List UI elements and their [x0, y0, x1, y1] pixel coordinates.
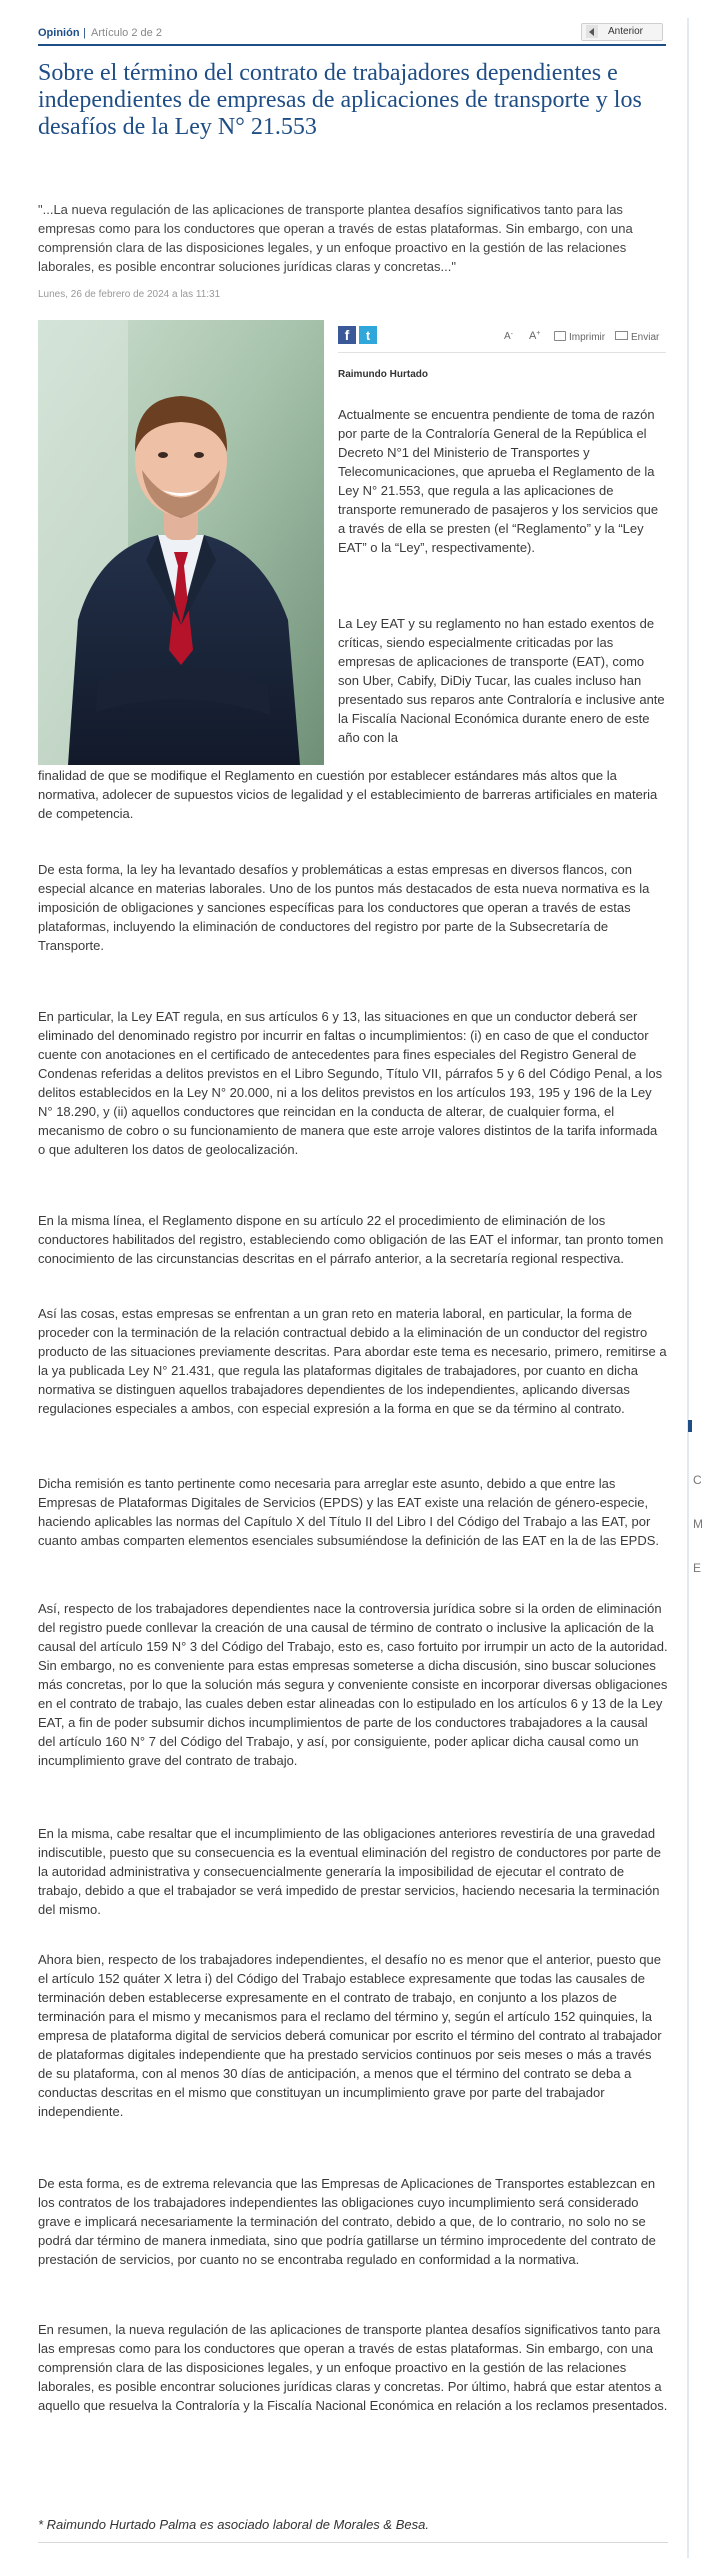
- previous-article-button[interactable]: [581, 23, 663, 41]
- paragraph-9: En la misma, cabe resaltar que el incumplimiento de las obligaciones anteriores revestiría de una gravedad indiscutible, puesto que su consecuencia es la eventual eliminación del registro de conductores por parte de la autoridad administrativa y consecuencialmente generaría la imposibilidad de ejecutar el contrato de trabajo, debido a que el trabajador se verá impedido de prestar servicios, haciendo necesaria la terminación del mismo.: [38, 1826, 661, 1917]
- right-gutter-marker: [688, 1420, 692, 1432]
- paragraph-7: Dicha remisión es tanto pertinente como necesaria para arreglar este asunto, debido a que entre las Empresas de Plataformas Digitales de Servicios (EPDS) y las EAT existe una relación de género-especie, haciendo aplicables las normas del Capítulo X del Título II del Libro I del Código del Trabajo a las EAT, por cuanto ambas comparten elementos esenciales subsumiéndose la definición de las EAT en la de las EPDS.: [38, 1476, 659, 1548]
- topbar-separator: |: [83, 27, 86, 39]
- paragraph-2-continued: finalidad de que se modifique el Reglamento en cuestión por establecer estándares más altos que la normativa, adolecer de supuestos vicios de legalidad y el establecimiento de barreras artificiales en materia de competencia.: [38, 768, 658, 821]
- paragraph-2-wrapped: La Ley EAT y su reglamento no han estado exentos de críticas, siendo especialmente criticadas por las empresas de aplicaciones de transporte (EAT), como son Uber, Cabify, DiDiy Tucar, las cuales incluso han presentado sus reparos ante Contraloría e inclusive ante la Fiscalía Nacional Económica durante enero de este año con la: [338, 616, 665, 745]
- author-footnote: * Raimundo Hurtado Palma es asociado laboral de Morales & Besa.: [38, 2517, 429, 2532]
- paragraph-1: Actualmente se encuentra pendiente de toma de razón por parte de la Contraloría General de la República el Decreto N°1 del Ministerio de Transportes y Telecomunicaciones, que aprueba el Reglamento de la Ley N° 21.553, que regula a las aplicaciones de transporte remunerado de pasajeros y los servicios que a través de ella se presten (el “Reglamento” y la “Ley EAT” o la “Ley”, respectivamente).: [338, 407, 659, 555]
- article-date: Lunes, 26 de febrero de 2024 a las 11:31: [38, 289, 221, 300]
- paragraph-3: De esta forma, la ley ha levantado desafíos y problemáticas a estas empresas en diversos flancos, con especial alcance en materias laborales. Uno de los puntos más destacados de esta nueva normativa es la imposición de obligaciones y sanciones específicas para los conductores que operan a través de estas plataformas, incluyendo la eliminación de conductores del registro por parte de la Subsecretaría de Transporte.: [38, 862, 650, 953]
- print-button[interactable]: [554, 331, 605, 343]
- right-gutter-divider: [687, 18, 689, 2558]
- footer-divider: [38, 2542, 668, 2543]
- paragraph-11: De esta forma, es de extrema relevancia que las Empresas de Aplicaciones de Transportes establezcan en los contratos de los trabajadores independientes las obligaciones cuyo incumplimiento será considerado grave e implicará necesariamente la terminación del contrato, debido a que, de lo contrario, no solo no se podrá dar término de manera inmediata, sino que podría gatillarse un término improcedente del contrato de prestación de servicios, por cuanto no se encontraba regulado en conformidad a la normativa.: [38, 2176, 656, 2267]
- facebook-share-icon[interactable]: f: [338, 326, 356, 344]
- send-button[interactable]: [615, 331, 659, 343]
- increase-font-sign: +: [536, 330, 541, 337]
- paragraph-10: Ahora bien, respecto de los trabajadores independientes, el desafío no es menor que el anterior, puesto que el artículo 152 quáter X letra i) del Código del Trabajo establece expresamente que todas las causales de terminación deben establecerse expresamente en el contrato de trabajo, en conjunto a los plazos de terminación para el mismo y mecanismos para el reclamo del término y, según el artículo 152 quinquies, la empresa de plataforma digital de servicios deberá comunicar por escrito el término del contrato al trabajador de plataformas digitales independiente que ha prestado servicios continuos por seis meses o más a través de su plataforma, con al menos 30 días de anticipación, a menos que el término del contrato se deba a conductas descritas en el mismo que constituyan un incumplimiento grave por parte del trabajador independiente.: [38, 1952, 662, 2119]
- paragraph-8: Así, respecto de los trabajadores dependientes nace la controversia jurídica sobre si la orden de eliminación del registro puede conllevar la creación de una causal de término de contrato o inclusive la aplicación de la causal del artículo 159 N° 3 del Código del Trabajo, esto es, caso fortuito por irrumpir un acto de la autoridad. Sin embargo, no es conveniente para estas empresas someterse a dicha discusión, sino buscar soluciones más concretas, por lo que la solución más segura y conveniente consiste en incorporar diversas obligaciones en el contrato de trabajo, las cuales deben estar alineadas con lo estipulado en los artículos 6 y 13 de la Ley EAT, a fin de poder subsumir dichos incumplimientos de parte de los conductores trabajadores a la causal del artículo 160 N° 7 del Código del Trabajo, y así, por consiguiente, poder aplicar dicha causal como un incumplimiento grave del contrato de trabajo.: [38, 1601, 668, 1768]
- article-title: Sobre el término del contrato de trabajadores dependientes e independientes de empresas de aplicaciones de transporte y los desafíos de la Ley N° 21.553: [38, 60, 642, 140]
- author-name: Raimundo Hurtado: [338, 369, 428, 380]
- paragraph-6: Así las cosas, estas empresas se enfrentan a un gran reto en materia laboral, en particular, la forma de proceder con la terminación de la relación contractual debido a la eliminación de un conductor del registro producto de las situaciones previamente descritas. Para abordar este tema es necesario, primero, remitirse a la ya publicada Ley N° 21.431, que regula las plataformas digitales de trabajadores, por cuanto en dicha normativa se distinguen aquellos trabajadores dependientes de los independientes, aplicando diversas regulaciones especiales a ambos, con especial expresión a la forma en que se da término al contrato.: [38, 1306, 667, 1416]
- increase-font-label: A: [529, 330, 537, 342]
- print-label: Imprimir: [569, 332, 606, 343]
- right-gutter-letters: C M E: [693, 1473, 703, 1575]
- share-toolbar: [338, 322, 666, 353]
- decrease-font-button[interactable]: [504, 331, 513, 342]
- twitter-share-icon[interactable]: t: [359, 326, 377, 344]
- article-topbar: [38, 22, 666, 46]
- mail-icon: [615, 331, 628, 340]
- chevron-left-icon: [586, 25, 598, 38]
- increase-font-button[interactable]: [529, 330, 540, 342]
- article-lead: "...La nueva regulación de las aplicaciones de transporte plantea desafíos significativos tanto para las empresas como para los conductores que operan a través de estas plataformas. Sin embargo, con una comprensión clara de las disposiciones legales, y un enfoque proactivo en la gestión de las relaciones laborales, es posible encontrar soluciones jurídicas claras y concretas...": [38, 202, 633, 274]
- paragraph-5: En la misma línea, el Reglamento dispone en su artículo 22 el procedimiento de eliminación de los conductores habilitados del registro, estableciendo como obligación de las EAT el informar, tan pronto tomen conocimiento de las circunstancias descritas en el párrafo anterior, a la secretaría regional respectiva.: [38, 1213, 664, 1266]
- paragraph-4: En particular, la Ley EAT regula, en sus artículos 6 y 13, las situaciones en que un conductor deberá ser eliminado del denominado registro por incurrir en faltas o incumplimientos: (i) en caso de que el conductor cuente con anotaciones en el certificado de antecedentes para fines especiales del Registro General de Condenas referidas a delitos previstos en el Libro Segundo, Título VII, párrafos 5 y 6 del Código Penal, a los delitos establecidos en la Ley N° 20.000, ni a los delitos previstos en los artículos 193, 195 y 196 de la Ley N° 18.290, y (ii) aquellos conductores que reincidan en la conducta de alterar, de cualquier forma, el mecanismo de cobro o su funcionamiento de manera que este arroje valores distintos de la tarifa informada o que adulteren los datos de geolocalización.: [38, 1009, 663, 1157]
- decrease-font-sign: -: [510, 331, 514, 338]
- article-container: [38, 22, 668, 2532]
- decrease-font-label: A: [504, 331, 511, 342]
- section-label[interactable]: Opinión: [38, 27, 80, 39]
- send-label: Enviar: [631, 332, 660, 343]
- previous-article-label: Anterior: [608, 26, 644, 37]
- paragraph-12: En resumen, la nueva regulación de las aplicaciones de transporte plantea desafíos significativos tanto para las empresas como para los conductores que operan a través de estas plataformas. Sin embargo, con una comprensión clara de las disposiciones legales, y un enfoque proactivo en la gestión de las relaciones laborales, es posible encontrar soluciones jurídicas claras y concretas. Por último, habrá que estar atentos a aquello que resuelva la Contraloría y la Fiscalía Nacional Económica en relación a los reclamos presentados.: [38, 2322, 668, 2413]
- printer-icon: [554, 331, 566, 341]
- article-counter: Artículo 2 de 2: [91, 27, 162, 39]
- author-photo: [38, 320, 324, 765]
